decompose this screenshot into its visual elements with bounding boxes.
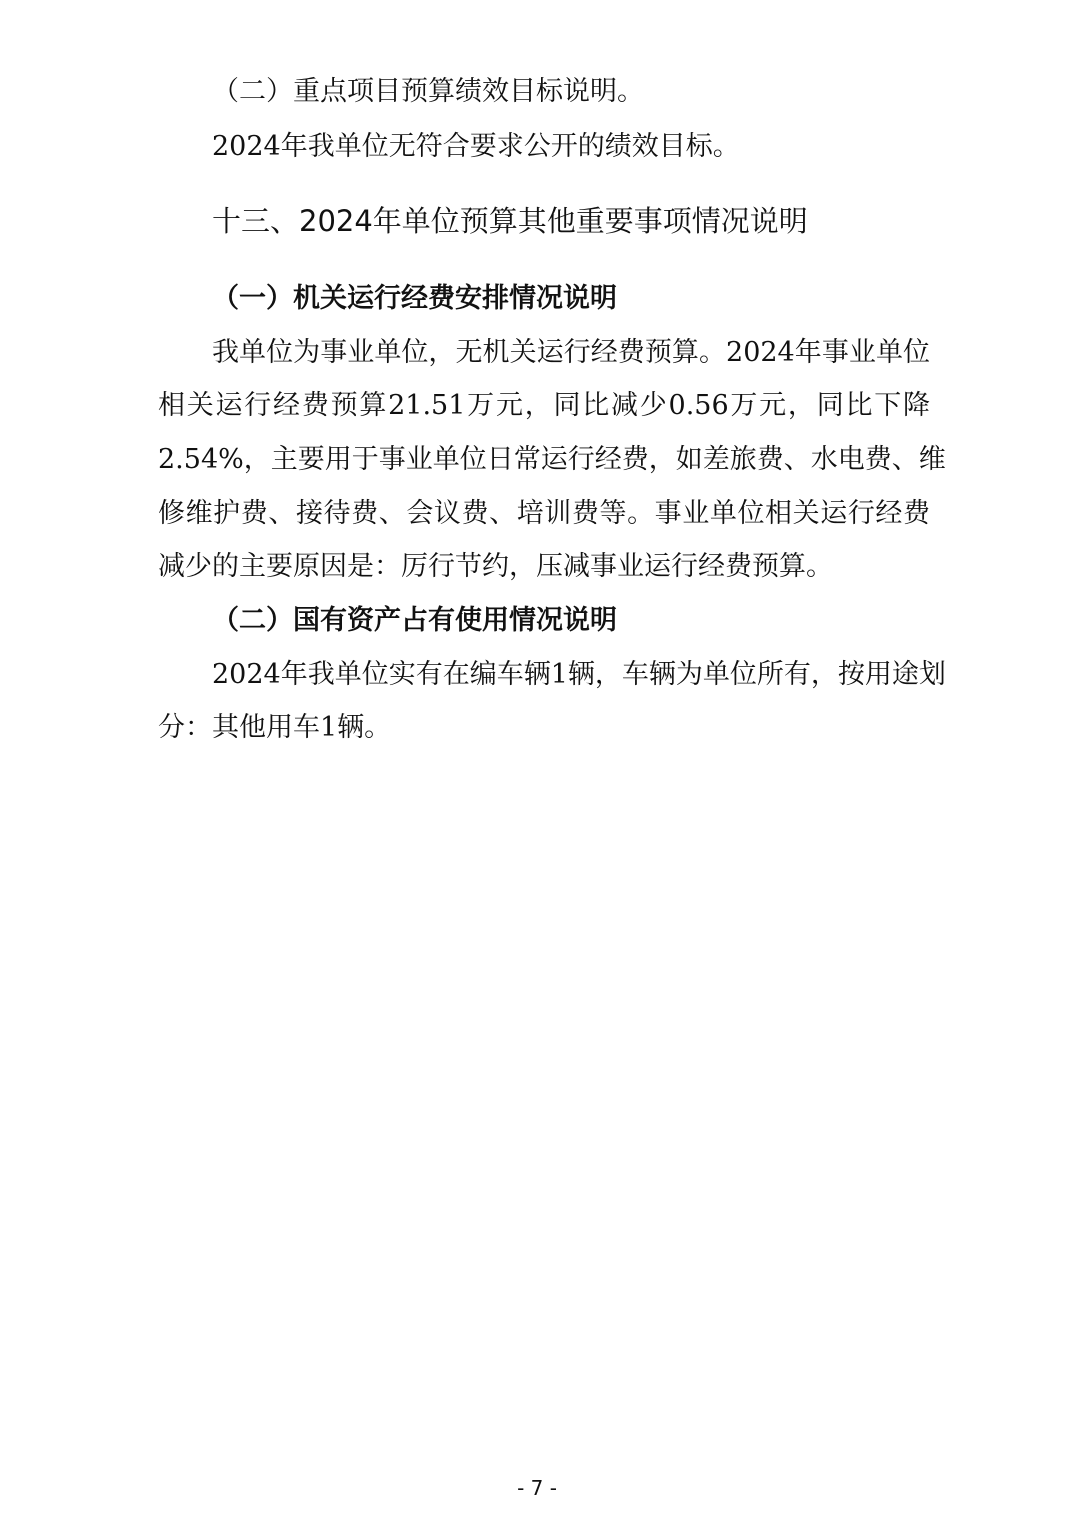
sub2-line-1: 2024年我单位实有在编车辆1辆，车辆为单位所有，按用途划 [212, 659, 946, 690]
sub2-heading: （二）国有资产占有使用情况说明 [212, 605, 617, 636]
sec12-sub2-heading: （二）重点项目预算绩效目标说明。 [212, 76, 644, 107]
sub1-line-4: 修维护费、接待费、会议费、培训费等。事业单位相关运行经费 [158, 498, 930, 529]
sub1-line-2: 相关运行经费预算21.51万元，同比减少0.56万元，同比下降 [158, 390, 930, 421]
sub2-line-2: 分：其他用车1辆。 [158, 712, 392, 743]
page-number: - 7 - [517, 1476, 557, 1500]
sec12-sub2-body: 2024年我单位无符合要求公开的绩效目标。 [212, 131, 740, 162]
sub1-line-3: 2.54%，主要用于事业单位日常运行经费，如差旅费、水电费、维 [158, 444, 946, 475]
sub1-line-5: 减少的主要原因是：厉行节约，压减事业运行经费预算。 [158, 551, 833, 582]
sub1-line-1: 我单位为事业单位，无机关运行经费预算。2024年事业单位 [212, 337, 930, 368]
sub1-heading: （一）机关运行经费安排情况说明 [212, 283, 617, 314]
sec13-heading: 十三、2024年单位预算其他重要事项情况说明 [212, 204, 808, 238]
